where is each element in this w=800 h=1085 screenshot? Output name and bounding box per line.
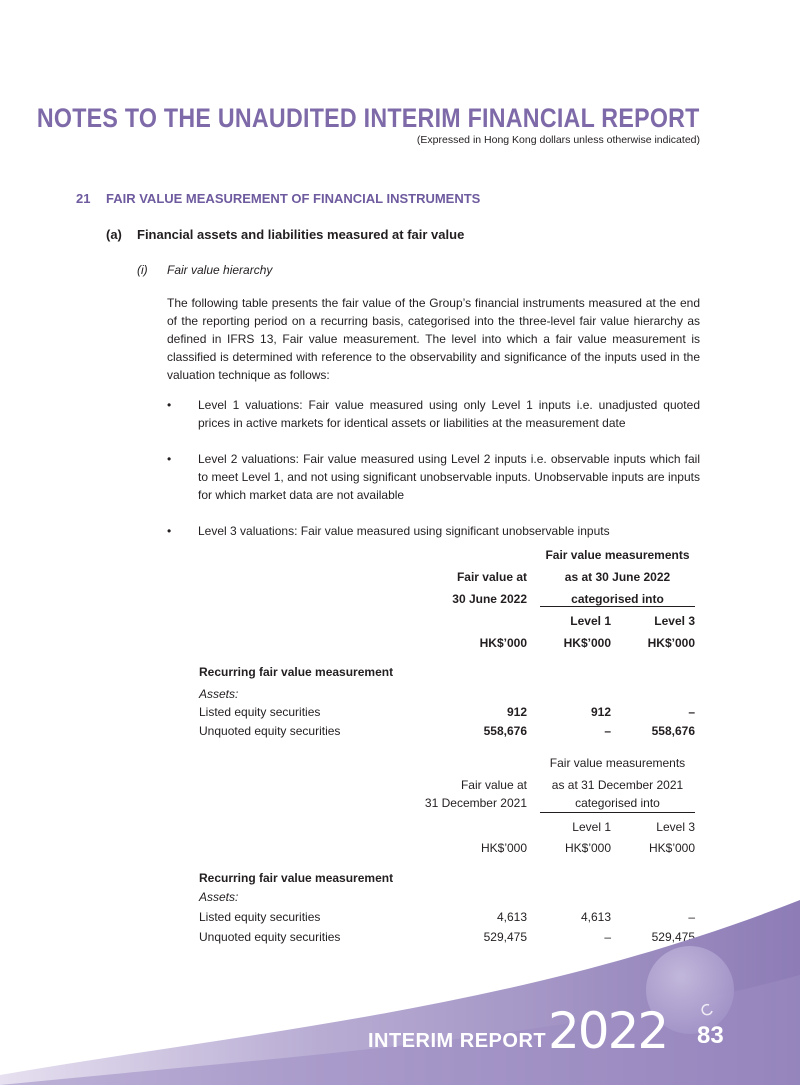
- unit-header: HK$’000: [648, 841, 695, 855]
- level1-header: Level 1: [570, 614, 611, 628]
- header-rule: [540, 812, 695, 813]
- footer-band-graphic: [0, 880, 800, 1085]
- row-label: Unquoted equity securities: [199, 724, 341, 738]
- group-header-line: as at 30 June 2022: [564, 570, 671, 584]
- level-bullet-list: [167, 396, 700, 558]
- fv-header-line: Fair value at: [460, 778, 527, 792]
- subsubsection-number: (i): [137, 263, 148, 277]
- row-label: Listed equity securities: [199, 910, 321, 924]
- table-section-label: Recurring fair value measurement: [199, 665, 394, 679]
- section-heading: [76, 191, 480, 206]
- bullet-item: • Level 3 valuations: Fair value measured using significant unobservable inputs: [167, 524, 610, 538]
- level1-value: 912: [590, 705, 611, 719]
- group-header-line: as at 31 December 2021: [551, 778, 684, 792]
- fv-value: 558,676: [483, 724, 527, 738]
- level1-value: 4,613: [580, 910, 611, 924]
- level3-header: Level 3: [656, 820, 695, 834]
- unit-header: HK$’000: [479, 636, 527, 650]
- fv-value: 4,613: [496, 910, 527, 924]
- subsection-title: Financial assets and liabilities measured at fair value: [137, 227, 465, 242]
- subsection-number: (a): [106, 227, 122, 242]
- bullet-item: • Level 1 valuations: Fair value measured using only Level 1 inputs i.e. unadjusted quoted prices in active markets for identical assets or liabilities at the measurement date: [167, 398, 700, 430]
- fair-value-table-2022: [199, 548, 695, 748]
- bullet-icon: •: [167, 398, 172, 412]
- page-title: NOTES TO THE UNAUDITED INTERIM FINANCIAL REPORT: [37, 103, 700, 133]
- group-header-line: categorised into: [571, 592, 664, 606]
- unit-header: HK$’000: [564, 841, 611, 855]
- row-label: Unquoted equity securities: [199, 930, 341, 944]
- level3-header: Level 3: [654, 614, 695, 628]
- group-header-line: Fair value measurements: [545, 548, 690, 562]
- fv-value: 529,475: [483, 930, 527, 944]
- bullet-item: • Level 2 valuations: Fair value measured using Level 2 inputs i.e. observable inputs which fail to meet Level 1, and not using significant unobservable inputs. Unobservable inputs are inputs for which market data are not available: [167, 452, 700, 502]
- table-section-label: Recurring fair value measurement: [199, 871, 394, 885]
- fv-value: 912: [506, 705, 527, 719]
- page-number: 83: [697, 1022, 724, 1049]
- group-header-line: Fair value measurements: [549, 756, 686, 770]
- footer-year: 2022: [548, 1002, 668, 1060]
- subsection-heading: [106, 227, 464, 242]
- level3-value: –: [688, 910, 695, 924]
- subsubsection-heading: [137, 263, 272, 277]
- footer-report-label: INTERIM REPORT: [368, 1030, 547, 1052]
- row-label: Listed equity securities: [199, 705, 321, 719]
- assets-label: Assets:: [199, 687, 239, 701]
- level1-value: –: [604, 930, 611, 944]
- fv-header-line: 31 December 2021: [424, 796, 527, 810]
- level1-header: Level 1: [572, 820, 611, 834]
- page-subtitle: (Expressed in Hong Kong dollars unless otherwise indicated): [416, 134, 700, 146]
- unit-header: HK$’000: [480, 841, 527, 855]
- level3-value: 558,676: [651, 724, 695, 738]
- unit-header: HK$’000: [563, 636, 611, 650]
- fv-header-line: Fair value at: [456, 570, 527, 584]
- bullet-icon: •: [167, 524, 172, 538]
- group-header-line: categorised into: [575, 796, 660, 810]
- header-rule: [540, 606, 695, 607]
- section-title: FAIR VALUE MEASUREMENT OF FINANCIAL INSTRUMENTS: [106, 191, 481, 206]
- unit-header: HK$’000: [647, 636, 695, 650]
- fv-header-line: 30 June 2022: [452, 592, 527, 606]
- bullet-icon: •: [167, 452, 172, 466]
- subsubsection-title: Fair value hierarchy: [167, 263, 273, 277]
- level1-value: –: [604, 724, 611, 738]
- section-number: 21: [76, 191, 91, 206]
- intro-paragraph: The following table presents the fair value of the Group’s financial instruments measured at the end of the reporting period on a recurring basis, categorised into the three-level fair value hierarchy as defined in IFRS 13, Fair value measurement. The level into which a fair value measurement is classified is determined with reference to the observability and significance of the inputs used in the valuation technique as follows:: [167, 296, 700, 382]
- level3-value: 529,475: [651, 930, 695, 944]
- level3-value: –: [688, 705, 695, 719]
- assets-label: Assets:: [199, 890, 239, 904]
